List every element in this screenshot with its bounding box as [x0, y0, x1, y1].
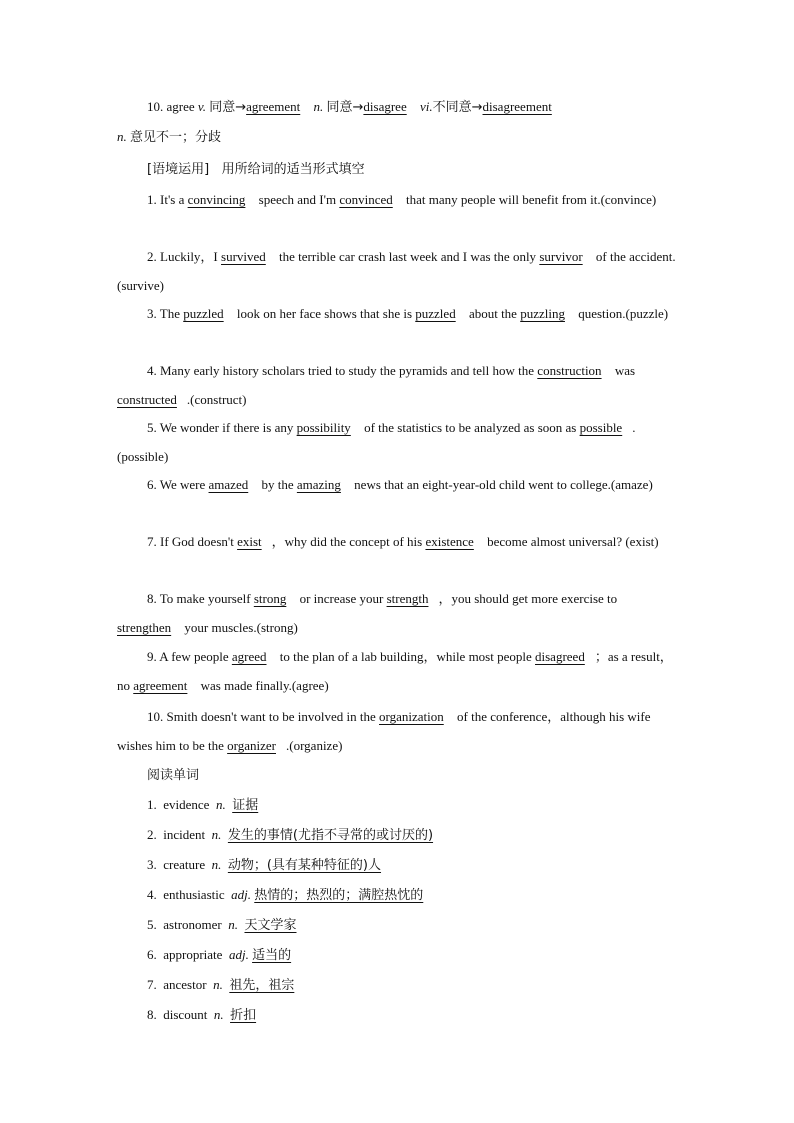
vocab-meaning: 天文学家	[244, 918, 297, 933]
vocab-word: evidence	[163, 797, 210, 812]
vocab-meaning: 动物；(具有某种特征的)人	[227, 858, 382, 873]
exercise-text: of the statistics to be analyzed as soon as	[360, 420, 580, 435]
top-item-word: agree	[166, 99, 195, 114]
answer-blank: possibility	[296, 420, 351, 435]
answer-blank: survived	[221, 249, 266, 264]
vocab-pos: n.	[228, 917, 238, 932]
exercise-text: question.(puzzle)	[574, 306, 669, 321]
vocab-num: 8.	[147, 1007, 157, 1022]
top-item	[117, 92, 677, 152]
exercise-3	[117, 299, 677, 328]
answer-blank: agreed	[231, 649, 267, 664]
section-title: 用所给词的适当形式填空	[221, 162, 365, 177]
top-item-pos-n: n.	[313, 99, 324, 114]
exercise-text: .(possible)	[117, 420, 636, 464]
top-item-pos-vi: vi.	[419, 99, 433, 114]
answer-blank: convincing	[187, 192, 246, 207]
vocab-meaning: 折扣	[230, 1008, 257, 1023]
answer-blank: organizer	[227, 738, 276, 753]
vocab-word: incident	[163, 827, 206, 842]
exercise-num: 1.	[147, 192, 157, 207]
exercise-1	[117, 185, 677, 214]
vocab-pos: adj.	[231, 887, 252, 902]
vocab-meaning: 发生的事情(尤指不寻常的或讨厌的)	[227, 828, 434, 843]
vocab-word: appropriate	[163, 947, 223, 962]
answer-blank: possible	[579, 420, 623, 435]
exercise-text: speech and I'm	[255, 192, 340, 207]
answer-blank: convinced	[339, 192, 393, 207]
section-tag: [语境运用]	[147, 162, 210, 177]
exercise-num: 3.	[147, 306, 157, 321]
exercise-text: your muscles.(strong)	[181, 620, 298, 635]
top-item-cn2: 同意→	[326, 100, 364, 115]
exercise-text: The	[159, 306, 184, 321]
exercise-num: 6.	[147, 477, 157, 492]
vocab-pos: n.	[211, 857, 222, 872]
top-item-num: 10.	[147, 99, 164, 114]
exercise-2	[117, 242, 677, 300]
exercise-8	[117, 584, 677, 642]
answer-blank: organization	[379, 709, 444, 724]
exercise-num: 8.	[147, 591, 157, 606]
exercise-text: Smith doesn't want to be involved in the	[166, 709, 379, 724]
vocab-item-1	[147, 794, 258, 813]
top-item-cn1: 同意→	[209, 100, 247, 115]
top-item-pos-v: v.	[197, 99, 206, 114]
answer-blank: strengthen	[117, 620, 172, 635]
vocab-pos: n.	[213, 1007, 224, 1022]
vocab-word: ancestor	[163, 977, 207, 992]
vocab-num: 1.	[147, 797, 157, 812]
exercise-text: A few people	[159, 649, 232, 664]
exercise-text: ，you should get more exercise to	[438, 591, 618, 606]
vocab-num: 6.	[147, 947, 157, 962]
vocab-meaning: 证据	[232, 798, 259, 813]
exercise-num: 4.	[147, 363, 157, 378]
vocab-item-4	[147, 884, 423, 903]
exercise-text: To make yourself	[159, 591, 254, 606]
answer-blank: existence	[425, 534, 474, 549]
exercise-7	[117, 527, 677, 556]
exercise-text: of the conference，although his wife wishes him to be the	[117, 709, 651, 753]
section-heading-reading-words: 阅读单词	[147, 768, 200, 783]
exercise-text: to the plan of a lab building，while most people	[276, 649, 536, 664]
vocab-pos: n.	[213, 977, 223, 992]
vocab-word: enthusiastic	[163, 887, 225, 902]
exercise-text: the terrible car crash last week and I was the only	[275, 249, 540, 264]
answer-blank: construction	[537, 363, 602, 378]
exercise-text: that many people will benefit from it.(convince)	[402, 192, 657, 207]
top-item-answer-1: agreement	[246, 99, 301, 114]
top-item-cn3: 不同意→	[432, 100, 483, 115]
answer-blank: disagreed	[535, 649, 585, 664]
exercise-text: .(organize)	[286, 738, 343, 753]
exercise-text: by the	[258, 477, 297, 492]
exercise-6	[117, 470, 677, 499]
answer-blank: puzzled	[183, 306, 224, 321]
vocab-num: 2.	[147, 827, 157, 842]
vocab-num: 4.	[147, 887, 157, 902]
exercise-9	[117, 642, 677, 700]
exercise-text: If God doesn't	[160, 534, 238, 549]
exercise-text: was made finally.(agree)	[197, 678, 329, 693]
answer-blank: puzzled	[415, 306, 456, 321]
top-item-cn4: 意见不一；分歧	[130, 130, 222, 145]
vocab-meaning: 适当的	[252, 948, 292, 963]
exercise-text: become almost universal? (exist)	[483, 534, 659, 549]
exercise-text: was	[611, 363, 636, 378]
exercise-num: 9.	[147, 649, 157, 664]
exercise-text: We were	[159, 477, 209, 492]
exercise-10	[117, 702, 677, 760]
answer-blank: puzzling	[520, 306, 565, 321]
exercise-text: We wonder if there is any	[159, 420, 297, 435]
vocab-pos: n.	[211, 827, 222, 842]
answer-blank: constructed	[117, 392, 177, 407]
exercise-5	[117, 413, 677, 471]
vocab-item-6	[147, 944, 291, 963]
exercise-text: ，why did the concept of his	[271, 534, 426, 549]
exercise-text: Many early history scholars tried to study the pyramids and tell how the	[160, 363, 538, 378]
exercise-text: news that an eight-year-old child went to college.(amaze)	[350, 477, 653, 492]
vocab-item-8	[147, 1004, 256, 1023]
answer-blank: amazing	[296, 477, 341, 492]
answer-blank: strength	[386, 591, 429, 606]
exercise-text: or increase your	[296, 591, 387, 606]
exercise-num: 7.	[147, 534, 157, 549]
section-heading-context	[147, 158, 365, 177]
vocab-item-2	[147, 824, 433, 843]
vocab-num: 7.	[147, 977, 157, 992]
exercise-text: Luckily，I	[160, 249, 222, 264]
exercise-text: It's a	[160, 192, 188, 207]
answer-blank: survivor	[539, 249, 583, 264]
vocab-pos: n.	[215, 797, 226, 812]
top-item-pos-n2: n.	[117, 129, 127, 144]
exercise-text: .(construct)	[186, 392, 247, 407]
exercise-num: 10.	[147, 709, 164, 724]
vocab-word: creature	[163, 857, 206, 872]
exercise-text: about the	[465, 306, 521, 321]
vocab-item-7	[147, 974, 294, 993]
vocab-item-5	[147, 914, 297, 933]
exercise-num: 2.	[147, 249, 157, 264]
exercise-text: ；as a result，no	[117, 649, 673, 693]
exercise-text: of the accident.(survive)	[117, 249, 676, 293]
vocab-meaning: 热情的；热烈的；满腔热忱的	[254, 888, 424, 903]
exercise-num: 5.	[147, 420, 157, 435]
vocab-word: discount	[163, 1007, 208, 1022]
answer-blank: strong	[253, 591, 287, 606]
vocab-num: 3.	[147, 857, 157, 872]
vocab-word: astronomer	[163, 917, 222, 932]
vocab-item-3	[147, 854, 381, 873]
vocab-num: 5.	[147, 917, 157, 932]
vocab-meaning: 祖先，祖宗	[229, 978, 295, 993]
top-item-answer-2: disagree	[363, 99, 407, 114]
exercise-4	[117, 356, 677, 414]
answer-blank: agreement	[133, 678, 188, 693]
answer-blank: amazed	[208, 477, 249, 492]
vocab-pos: adj.	[228, 947, 249, 962]
top-item-answer-3: disagreement	[482, 99, 552, 114]
answer-blank: exist	[237, 534, 262, 549]
exercise-text: look on her face shows that she is	[233, 306, 416, 321]
